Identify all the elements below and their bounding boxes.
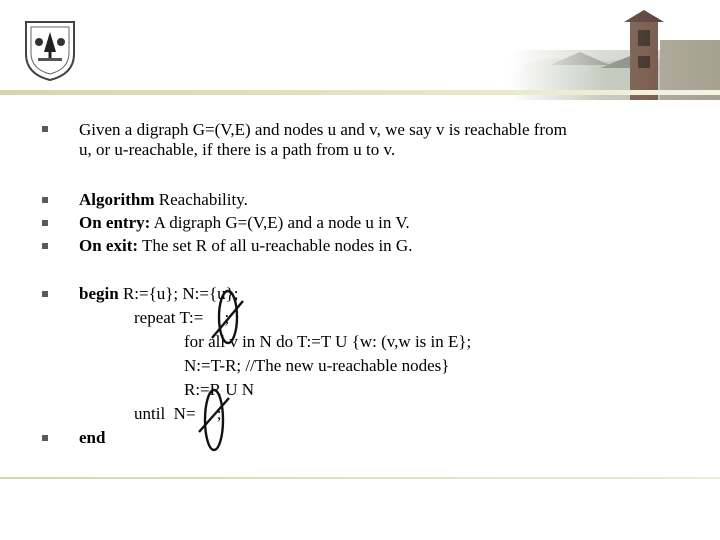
- code-repeat-line: repeat T:= ;: [134, 308, 230, 327]
- on-exit-line: [79, 236, 412, 256]
- algorithm-name-line: [79, 190, 248, 210]
- footer-divider: [0, 477, 720, 479]
- code-until-line: until N= ;: [134, 404, 222, 423]
- on-entry-line: [79, 213, 410, 233]
- on-exit-text: The set R of all u-reachable nodes in G.: [138, 236, 413, 255]
- bullet-marker: [42, 435, 48, 441]
- on-entry-label: On entry:: [79, 213, 151, 232]
- code-begin-line: [79, 284, 239, 304]
- definition-line-2: u, or u-reachable, if there is a path from u to v.: [79, 140, 396, 159]
- algorithm-label: Algorithm: [79, 190, 155, 209]
- university-seal-logo: [22, 18, 78, 82]
- begin-keyword: begin: [79, 284, 119, 303]
- on-entry-text: A digraph G=(V,E) and a node u in V.: [150, 213, 410, 232]
- header-divider: [0, 90, 720, 95]
- bullet-marker: [42, 220, 48, 226]
- bullet-marker: [42, 126, 48, 132]
- begin-statement: R:={u}; N:={u};: [118, 284, 239, 303]
- on-exit-label: On exit:: [79, 236, 139, 255]
- code-n-assign-line: N:=T-R; //The new u-reachable nodes}: [184, 356, 450, 375]
- code-end-line: [79, 428, 105, 448]
- definition-line-1: Given a digraph G=(V,E) and nodes u and v, we say v is reachable from: [79, 120, 567, 139]
- bullet-marker: [42, 243, 48, 249]
- algorithm-name: Reachability.: [154, 190, 248, 209]
- bullet-marker: [42, 197, 48, 203]
- bullet-marker: [42, 291, 48, 297]
- end-keyword: end: [79, 428, 106, 447]
- slide-header: [0, 0, 720, 100]
- code-r-assign-line: R:=R U N: [184, 380, 255, 399]
- campus-tower-photo: [510, 10, 720, 100]
- code-for-line: for all v in N do T:=T U {w: (v,w is in E};: [184, 332, 472, 351]
